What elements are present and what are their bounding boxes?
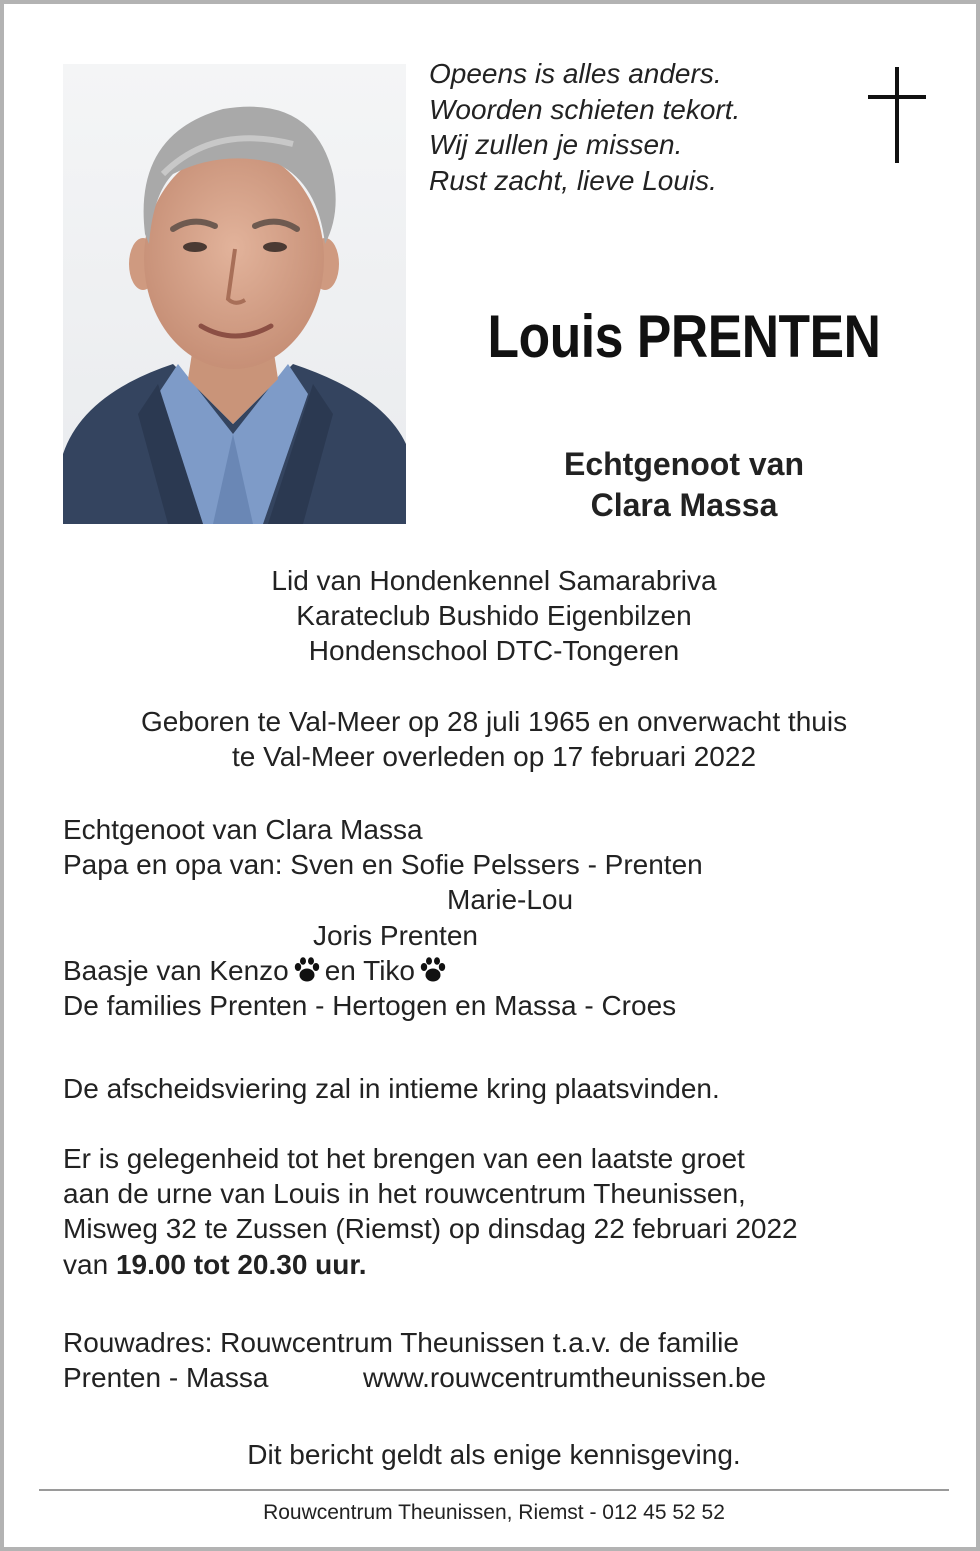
membership-line: Karateclub Bushido Eigenbilzen <box>296 600 692 631</box>
poem-line: Rust zacht, lieve Louis. <box>429 164 717 196</box>
deceased-name: Louis PRENTEN <box>487 303 881 370</box>
greeting-time: 19.00 tot 20.30 uur. <box>115 1248 367 1280</box>
family-pets <box>63 953 943 988</box>
poem-line: Opeens is alles anders. <box>429 58 722 89</box>
family-child-2: Joris Prenten <box>313 919 478 951</box>
spouse-line-1: Echtgenoot van <box>563 446 804 482</box>
portrait-photo <box>63 64 406 524</box>
address-line-1: Rouwadres: Rouwcentrum Theunissen t.a.v. de familie <box>63 1327 739 1358</box>
poem <box>429 56 849 198</box>
greeting-line: aan de urne van Louis in het rouwcentrum Theunissen, <box>63 1178 746 1210</box>
cross-icon <box>868 67 926 163</box>
birth-line: Geboren te Val-Meer op 28 juli 1965 en onverwacht thuis <box>140 706 848 737</box>
ceremony-info: De afscheidsviering zal in intieme kring plaatsvinden. <box>63 1073 720 1104</box>
pets-mid: en Tiko <box>324 954 415 986</box>
notice-statement: Dit bericht geldt als enige kennisgeving. <box>247 1439 741 1470</box>
memberships <box>4 563 980 668</box>
poem-line: Woorden schieten tekort. <box>429 93 741 125</box>
last-greeting-info <box>63 1141 943 1282</box>
greeting-line: Misweg 32 te Zussen (Riemst) op dinsdag 22 februari 2022 <box>63 1213 798 1245</box>
family-list <box>63 812 943 1023</box>
family-spouse: Echtgenoot van Clara Massa <box>63 814 423 845</box>
family-grandchild: Marie-Lou <box>447 884 574 916</box>
address-line-2-row <box>63 1360 943 1395</box>
mourning-address <box>63 1325 943 1395</box>
family-children: Papa en opa van: Sven en Sofie Pelssers - Prenten <box>63 849 703 881</box>
address-line-2: Prenten - Massa <box>63 1362 269 1394</box>
greeting-time-prefix: van <box>63 1248 109 1280</box>
footer-divider <box>39 1489 949 1491</box>
funeral-home-url[interactable]: www.rouwcentrumtheunissen.be <box>363 1362 767 1394</box>
pets-prefix: Baasje van Kenzo <box>63 954 289 986</box>
spouse-heading <box>424 444 944 526</box>
greeting-time-line <box>63 1247 943 1282</box>
spouse-line-2: Clara Massa <box>590 487 778 523</box>
birth-death-info <box>4 704 980 774</box>
death-line: te Val-Meer overleden op 17 februari 2022 <box>231 741 757 772</box>
greeting-line: Er is gelegenheid tot het brengen van een laatste groet <box>63 1143 745 1174</box>
membership-line: Hondenschool DTC-Tongeren <box>308 635 680 666</box>
poem-line: Wij zullen je missen. <box>429 129 683 160</box>
membership-line: Lid van Hondenkennel Samarabriva <box>271 565 717 596</box>
family-relatives: De families Prenten - Hertogen en Massa - Croes <box>63 989 677 1021</box>
paw-icon <box>419 957 447 983</box>
paw-icon <box>293 957 321 983</box>
footer-funeral-home: Rouwcentrum Theunissen, Riemst - 012 45 52 52 <box>263 1501 725 1524</box>
portrait-illustration <box>63 64 406 524</box>
